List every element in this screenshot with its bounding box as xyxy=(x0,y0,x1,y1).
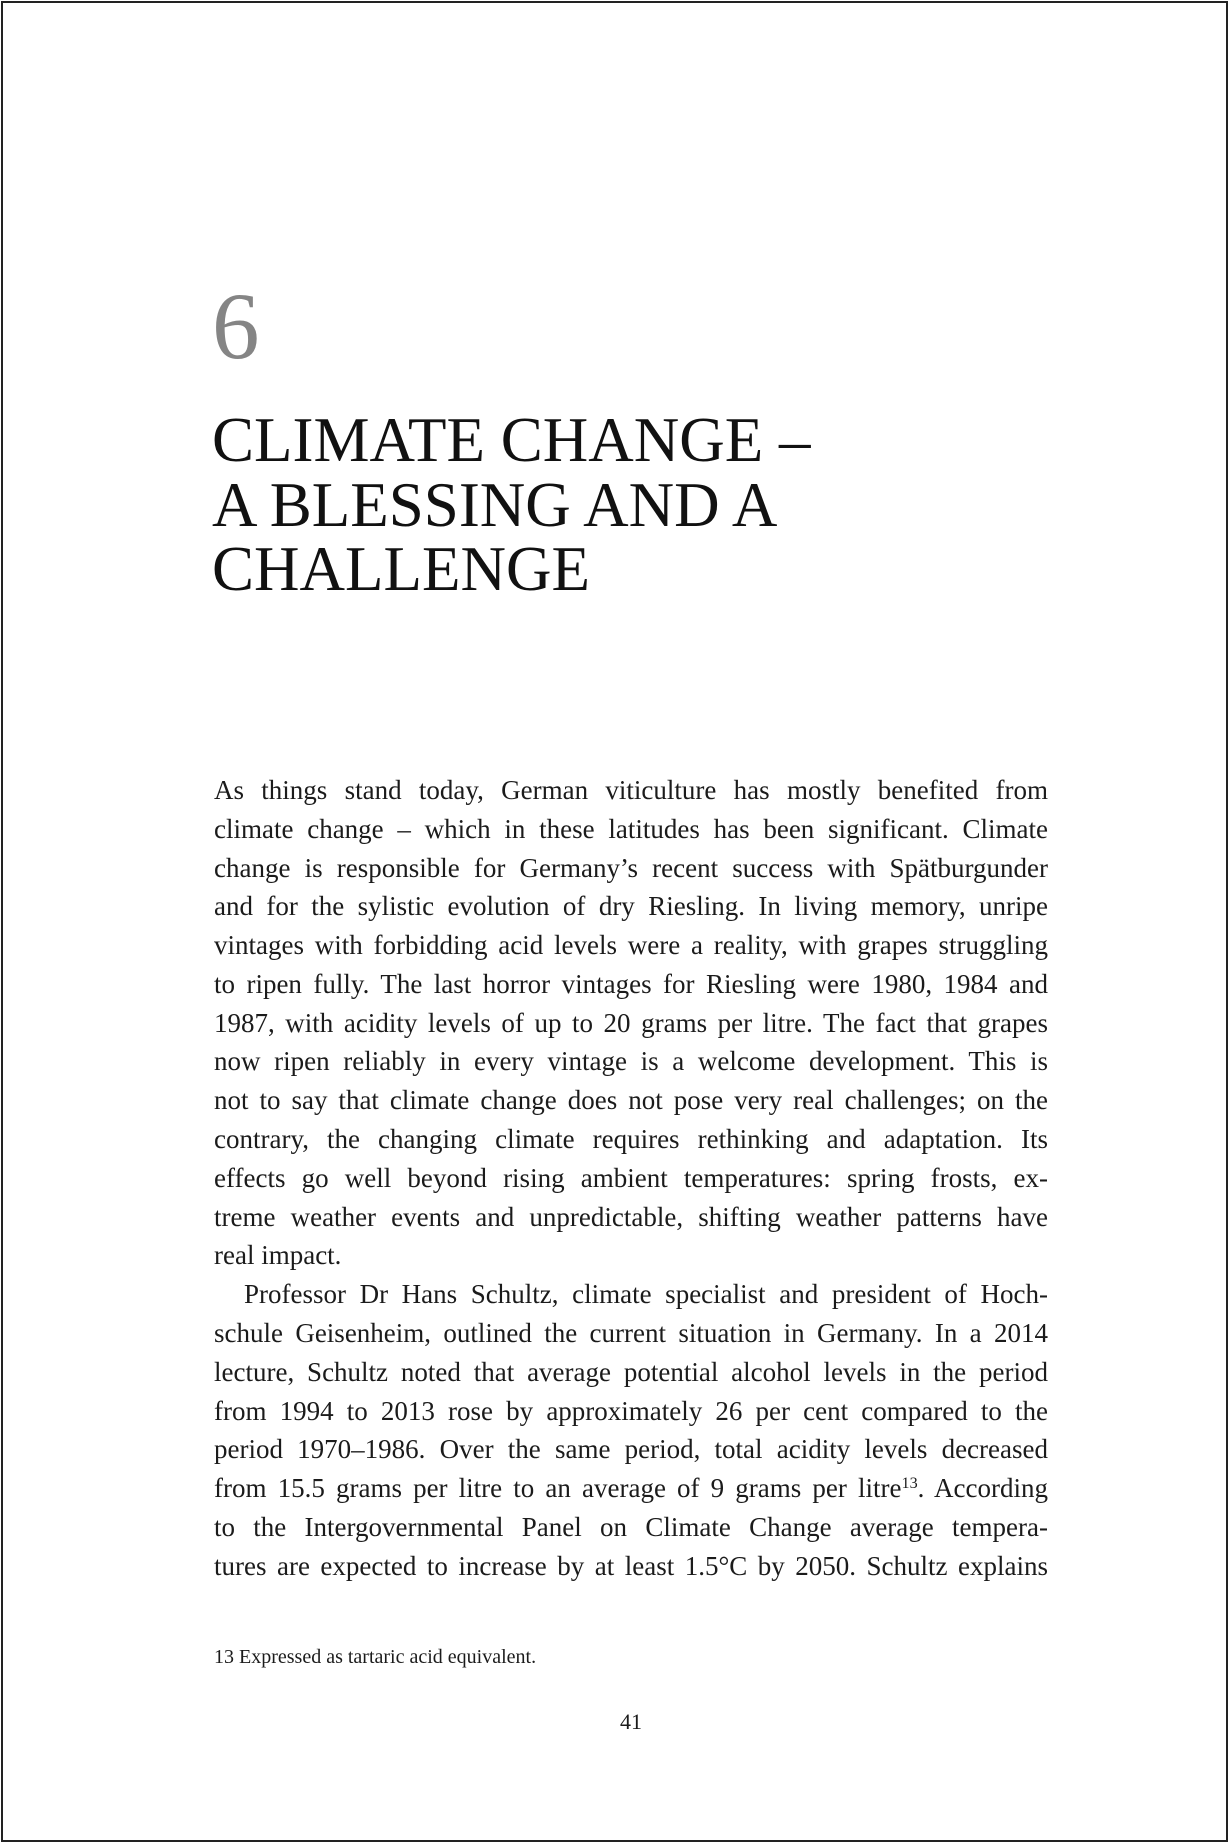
text-line: change is responsible for Germany’s recent success with Spätburgunder xyxy=(214,852,1048,883)
text-line: vintages with forbidding acid levels were a reality, with grapes struggling xyxy=(214,930,1048,961)
text-line: climate change – which in these latitudes has been significant. Climate xyxy=(214,813,1048,844)
paragraph xyxy=(214,771,1048,1275)
text-line: treme weather events and unpredictable, shifting weather patterns have xyxy=(214,1201,1048,1232)
footnote-number: 13 xyxy=(214,1646,234,1668)
paragraph xyxy=(214,1275,1048,1585)
footnote-reference: 13 xyxy=(901,1474,918,1493)
page-number: 41 xyxy=(620,1709,642,1734)
text-line: not to say that climate change does not pose very real challenges; on the xyxy=(214,1085,1048,1116)
chapter-title-line: CLIMATE CHANGE – xyxy=(212,405,811,475)
text-line: contrary, the changing climate requires rethinking and adaptation. Its xyxy=(214,1124,1048,1155)
text-segment: from 15.5 grams per litre to an average of 9 grams per litre xyxy=(214,1473,902,1504)
text-line: from 1994 to 2013 rose by approximately 26 per cent compared to the xyxy=(214,1395,1048,1426)
text-line: and for the sylistic evolution of dry Riesling. In living memory, unripe xyxy=(214,891,1048,922)
text-line: to the Intergovernmental Panel on Climate Change average tempera- xyxy=(214,1511,1048,1542)
chapter-number: 6 xyxy=(212,273,260,379)
text-line: period 1970–1986. Over the same period, total acidity levels decreased xyxy=(214,1434,1048,1465)
text-line: tures are expected to increase by at least 1.5°C by 2050. Schultz explains xyxy=(214,1550,1048,1581)
text-line: effects go well beyond rising ambient temperatures: spring frosts, ex- xyxy=(214,1162,1048,1193)
text-line: real impact. xyxy=(214,1240,342,1271)
text-segment: . According xyxy=(917,1473,1048,1504)
chapter-title-line: A BLESSING AND A xyxy=(212,469,778,540)
text-line: Professor Dr Hans Schultz, climate specialist and president of Hoch- xyxy=(244,1279,1048,1310)
text-line xyxy=(214,1469,1048,1508)
text-line: 1987, with acidity levels of up to 20 grams per litre. The fact that grapes xyxy=(214,1007,1048,1038)
text-line: schule Geisenheim, outlined the current situation in Germany. In a 2014 xyxy=(214,1317,1048,1348)
footnote-text: Expressed as tartaric acid equivalent. xyxy=(239,1646,537,1668)
body-text xyxy=(214,771,1048,1585)
text-line: now ripen reliably in every vintage is a welcome development. This is xyxy=(214,1046,1048,1077)
text-line: lecture, Schultz noted that average potential alcohol levels in the period xyxy=(214,1356,1048,1387)
text-line: As things stand today, German viticulture has mostly benefited from xyxy=(214,775,1048,805)
chapter-title xyxy=(212,405,811,605)
text-line: to ripen fully. The last horror vintages for Riesling were 1980, 1984 and xyxy=(214,968,1048,999)
chapter-title-line: CHALLENGE xyxy=(212,534,590,605)
footnote xyxy=(214,1645,536,1669)
